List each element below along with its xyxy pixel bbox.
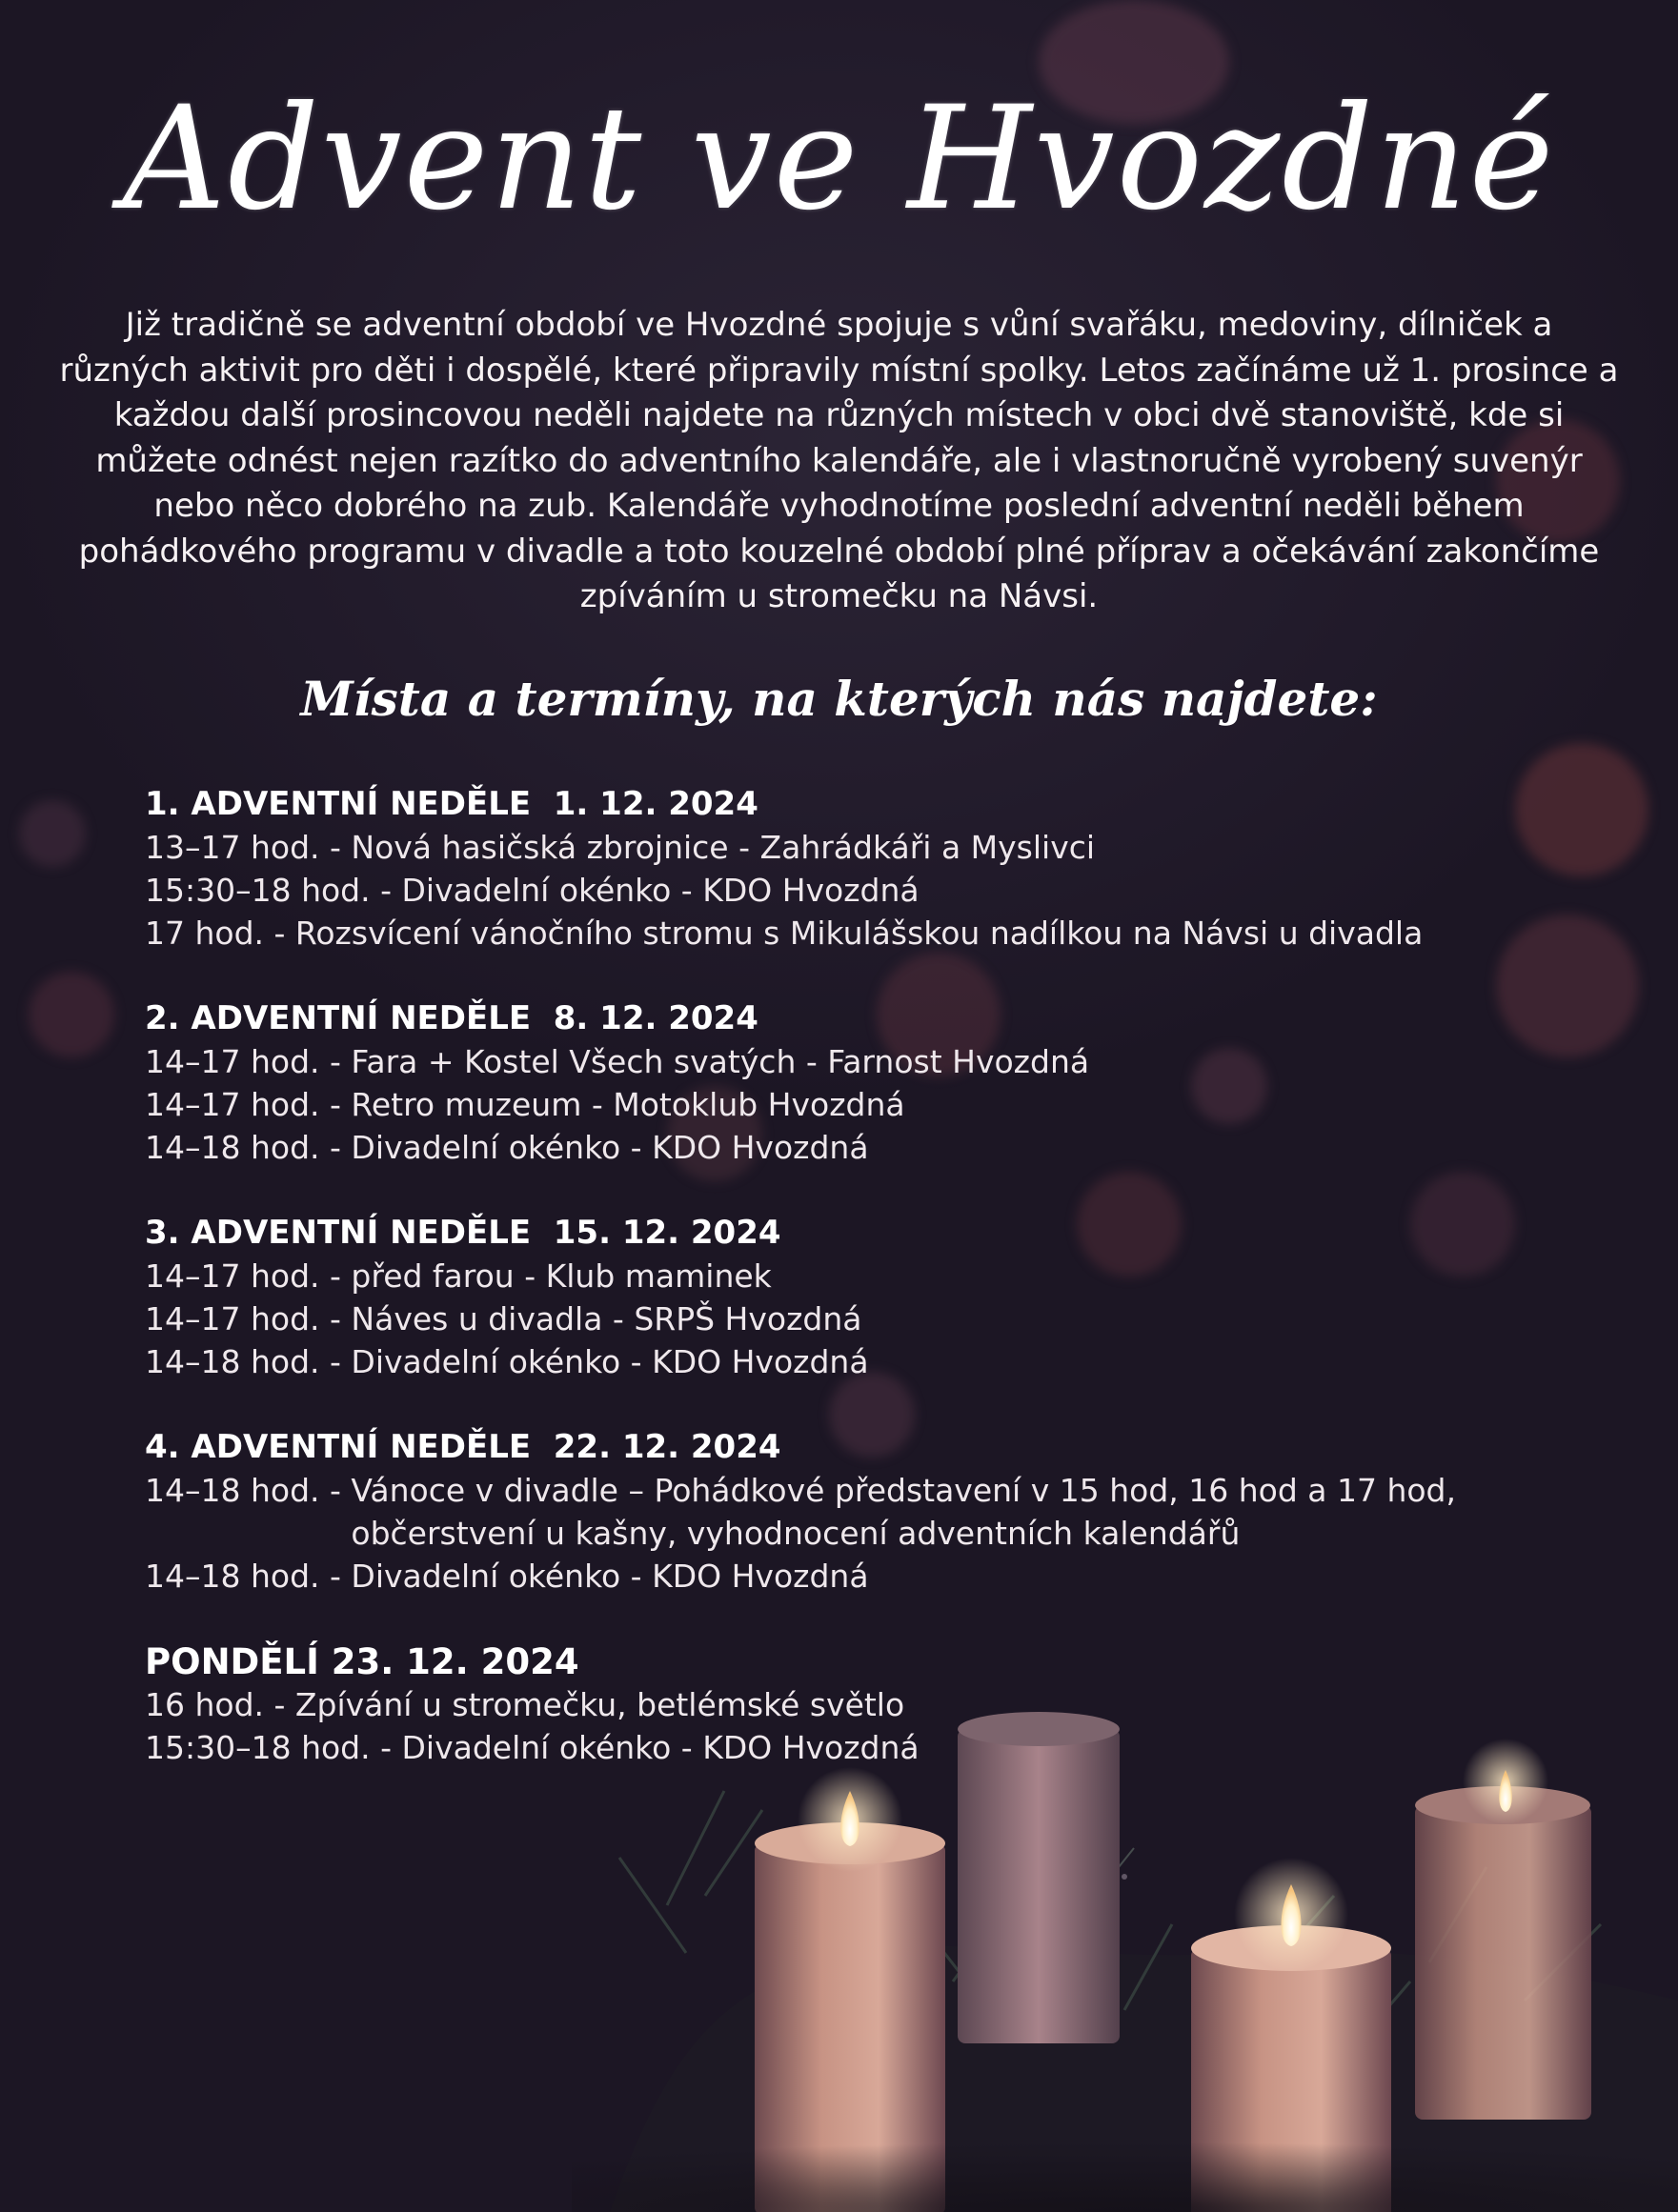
schedule-section-monday xyxy=(145,1640,1536,1769)
schedule-entry xyxy=(145,912,1536,955)
entry-description-line: občerstvení u kašny, vyhodnocení adventních kalendářů xyxy=(351,1515,1241,1552)
section-heading: 1. ADVENTNÍ NEDĚLE 1. 12. 2024 xyxy=(145,785,758,823)
entry-time: 14–18 hod. - xyxy=(145,1129,352,1166)
entry-description: Retro muzeum - Motoklub Hvozdná xyxy=(351,1086,905,1123)
schedule-entry xyxy=(145,1555,1536,1598)
schedule-section-advent-3 xyxy=(145,1212,1536,1383)
entry-time: 14–17 hod. - xyxy=(145,1043,352,1080)
entry-description: Fara + Kostel Všech svatých - Farnost Hvozdná xyxy=(351,1043,1090,1080)
entry-time: 14–18 hod. - xyxy=(145,1558,352,1595)
entry-description: Divadelní okénko - KDO Hvozdná xyxy=(351,1343,869,1380)
entry-time: 13–17 hod. - xyxy=(145,829,352,866)
schedule-subtitle: Místa a termíny, na kterých nás najdete: xyxy=(300,671,1378,727)
entry-description: Divadelní okénko - KDO Hvozdná xyxy=(351,1129,869,1166)
schedule-list xyxy=(145,783,1536,1812)
entry-description: Divadelní okénko - KDO Hvozdná xyxy=(351,1558,869,1595)
section-heading: 3. ADVENTNÍ NEDĚLE 15. 12. 2024 xyxy=(145,1214,781,1252)
schedule-entry xyxy=(145,1726,1536,1769)
entry-time: 14–17 hod. - xyxy=(145,1300,352,1337)
entry-description xyxy=(351,1469,1456,1555)
entry-time: 16 hod. - xyxy=(145,1686,295,1723)
entry-time: 14–17 hod. - xyxy=(145,1086,352,1123)
entry-description: Rozsvícení vánočního stromu s Mikulášskou nadílkou na Návsi u divadla xyxy=(294,915,1424,952)
section-heading: 4. ADVENTNÍ NEDĚLE 22. 12. 2024 xyxy=(145,1428,781,1466)
schedule-entry xyxy=(145,1040,1536,1083)
entry-description: Nová hasičská zbrojnice - Zahrádkáři a Myslivci xyxy=(351,829,1096,866)
entry-time: 14–17 hod. - xyxy=(145,1257,352,1295)
entry-time: 14–18 hod. - xyxy=(145,1472,352,1509)
entry-description: Zpívání u stromečku, betlémské světlo xyxy=(294,1686,905,1723)
schedule-section-advent-2 xyxy=(145,997,1536,1169)
schedule-entry xyxy=(145,1083,1536,1126)
schedule-section-advent-4 xyxy=(145,1426,1536,1598)
entry-time: 15:30–18 hod. - xyxy=(145,1729,402,1766)
entry-time: 15:30–18 hod. - xyxy=(145,872,402,909)
schedule-entry xyxy=(145,1340,1536,1383)
entry-description: Divadelní okénko - KDO Hvozdná xyxy=(401,1729,920,1766)
section-heading: PONDĚLÍ 23. 12. 2024 xyxy=(145,1641,579,1682)
schedule-entry xyxy=(145,1255,1536,1297)
schedule-entry xyxy=(145,1126,1536,1169)
schedule-entry xyxy=(145,1683,1536,1726)
schedule-entry xyxy=(145,869,1536,912)
entry-time: 17 hod. - xyxy=(145,915,295,952)
schedule-entry xyxy=(145,826,1536,869)
schedule-entry xyxy=(145,1469,1536,1555)
entry-description: před farou - Klub maminek xyxy=(351,1257,772,1295)
schedule-entry xyxy=(145,1297,1536,1340)
entry-description-line: Vánoce v divadle – Pohádkové představení v 15 hod, 16 hod a 17 hod, xyxy=(351,1472,1456,1509)
section-heading: 2. ADVENTNÍ NEDĚLE 8. 12. 2024 xyxy=(145,999,758,1037)
page-title: Advent ve Hvozdné xyxy=(122,76,1556,242)
entry-description: Náves u divadla - SRPŠ Hvozdná xyxy=(351,1300,862,1337)
schedule-section-advent-1 xyxy=(145,783,1536,955)
intro-paragraph: Již tradičně se adventní období ve Hvozdné spojuje s vůní svařáku, medoviny, dílniček a různých aktivit pro děti i dospělé, které připravily místní spolky. Letos začínáme už 1. prosince a každou další prosincovou neděli najdete na různých místech v obci dvě stanoviště, kde si můžete odnést nejen razítko do adventního kalendáře, ale i vlastnoručně vyrobený suvenýr nebo něco dobrého na zub. Kalendáře vyhodnotíme poslední adventní neděli během pohádkového programu v divadle a toto kouzelné období plné příprav a očekávání zakončíme zpíváním u stromečku na Návsi. xyxy=(59,306,1619,615)
entry-time: 14–18 hod. - xyxy=(145,1343,352,1380)
entry-description: Divadelní okénko - KDO Hvozdná xyxy=(401,872,920,909)
